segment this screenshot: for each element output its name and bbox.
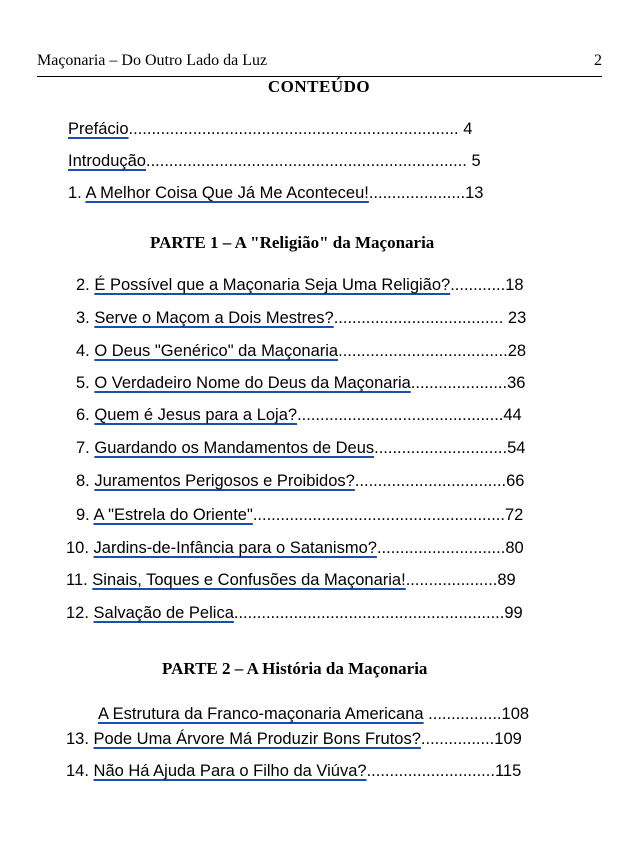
toc-entry-13[interactable] <box>66 730 522 749</box>
toc-page-number: 89 <box>497 571 516 589</box>
dot-leader: ..................... <box>368 184 466 202</box>
toc-entry-2[interactable] <box>76 276 524 295</box>
toc-entry-number: 2. <box>76 276 95 294</box>
toc-entry-12[interactable] <box>66 604 523 623</box>
dot-leader: ..................................... <box>333 309 504 327</box>
toc-entry-title[interactable]: A Estrutura da Franco-maçonaria Americana <box>98 705 424 723</box>
toc-entry-title[interactable]: Introdução <box>68 152 146 170</box>
toc-entry-number: 4. <box>76 342 95 360</box>
toc-page-number: 115 <box>494 762 522 780</box>
toc-entry-title[interactable]: Quem é Jesus para a Loja? <box>94 406 298 424</box>
toc-page-number: 44 <box>503 406 522 424</box>
toc-page-number: 36 <box>507 374 526 392</box>
toc-entry-title[interactable]: Não Há Ajuda Para o Filho da Viúva? <box>93 762 367 780</box>
toc-entry-number: 8. <box>76 472 95 490</box>
toc-page-number: 109 <box>494 730 522 748</box>
dot-leader: ................ <box>423 705 502 723</box>
toc-entry-title[interactable]: Jardins-de-Infância para o Satanismo? <box>93 539 377 557</box>
toc-entry-number: 9. <box>76 506 94 524</box>
toc-page-number: 4 <box>463 120 473 138</box>
toc-page-number: 13 <box>465 184 484 202</box>
page-header <box>37 52 602 77</box>
toc-page-number: 99 <box>504 604 523 622</box>
toc-entry-number: 10. <box>66 539 94 557</box>
toc-entry-number: 14. <box>66 762 94 780</box>
toc-entry-number: 6. <box>76 406 95 424</box>
dot-leader: ................................. <box>354 472 507 490</box>
toc-entry-number: 11. <box>66 571 93 589</box>
dot-leader: ............................ <box>366 762 495 780</box>
toc-entry-title[interactable]: É Possível que a Maçonaria Seja Uma Religião? <box>94 276 451 294</box>
toc-page-number: 80 <box>505 539 524 557</box>
toc-entry-number: 12. <box>66 604 94 622</box>
contents-heading: CONTEÚDO <box>267 77 371 96</box>
document-title: Maçonaria – Do Outro Lado da Luz <box>37 52 268 69</box>
dot-leader: ............................................. <box>297 406 504 424</box>
toc-entry-title[interactable]: Pode Uma Árvore Má Produzir Bons Frutos? <box>93 730 421 748</box>
toc-entry-4[interactable] <box>76 342 526 361</box>
dot-leader: ............................. <box>374 439 508 457</box>
dot-leader: ........................................................................ <box>128 120 459 138</box>
toc-entry-8[interactable] <box>76 472 524 491</box>
dot-leader: ................ <box>420 730 495 748</box>
toc-page-number: 5 <box>471 152 481 170</box>
page-number: 2 <box>594 52 602 69</box>
toc-entry-5[interactable] <box>76 374 525 393</box>
toc-entry-introducao[interactable] <box>68 152 481 171</box>
toc-entry-1[interactable] <box>68 184 483 203</box>
toc-entry-title[interactable]: Salvação de Pelica <box>93 604 234 622</box>
toc-page-number: 28 <box>507 342 527 360</box>
toc-entry-title[interactable]: Serve o Maçom a Dois Mestres? <box>94 309 334 327</box>
toc-entry-title[interactable]: A Melhor Coisa Que Já Me Aconteceu! <box>85 184 369 202</box>
toc-entry-number: 1. <box>68 184 86 202</box>
toc-entry-number: 13. <box>66 730 94 748</box>
toc-page-number: 108 <box>501 705 530 723</box>
dot-leader: ............................ <box>376 539 506 557</box>
part-2-heading: PARTE 2 – A História da Maçonaria <box>162 659 428 678</box>
toc-page-number: 23 <box>507 309 527 327</box>
toc-entry-number: 7. <box>76 439 95 457</box>
toc-entry-9[interactable] <box>76 506 523 525</box>
dot-leader: ...................................................................... <box>145 152 467 170</box>
toc-page-number: 54 <box>507 439 526 457</box>
toc-entry-title[interactable]: Prefácio <box>68 120 129 138</box>
toc-entry-7[interactable] <box>76 439 525 458</box>
toc-page-number: 66 <box>506 472 525 490</box>
toc-entry-10[interactable] <box>66 539 524 558</box>
toc-entry-title[interactable]: Juramentos Perigosos e Proibidos? <box>94 472 355 490</box>
dot-leader: ....................................................... <box>252 506 505 524</box>
toc-entry-title[interactable]: Guardando os Mandamentos de Deus <box>94 439 375 457</box>
toc-entry-estrutura[interactable] <box>98 705 529 724</box>
toc-page-number: 72 <box>504 506 524 524</box>
toc-entry-number: 5. <box>76 374 95 392</box>
toc-entry-6[interactable] <box>76 406 522 425</box>
toc-entry-number: 3. <box>76 309 95 327</box>
toc-entry-title[interactable]: O Verdadeiro Nome do Deus da Maçonaria <box>94 374 411 392</box>
dot-leader: .................... <box>405 571 498 589</box>
toc-entry-prefacio[interactable] <box>68 120 472 139</box>
toc-entry-title[interactable]: A "Estrela do Oriente" <box>93 506 253 524</box>
dot-leader: ..................................... <box>338 342 508 360</box>
toc-entry-11[interactable] <box>66 571 516 590</box>
dot-leader: ............ <box>450 276 506 294</box>
toc-entry-3[interactable] <box>76 309 526 328</box>
toc-entry-14[interactable] <box>66 762 521 781</box>
toc-entry-title[interactable]: O Deus "Genérico" da Maçonaria <box>94 342 339 360</box>
dot-leader: ........................................................... <box>233 604 505 622</box>
toc-entry-title[interactable]: Sinais, Toques e Confusões da Maçonaria! <box>92 571 406 589</box>
toc-page-number: 18 <box>505 276 524 294</box>
dot-leader: ..................... <box>410 374 508 392</box>
part-1-heading: PARTE 1 – A "Religião" da Maçonaria <box>150 233 435 252</box>
